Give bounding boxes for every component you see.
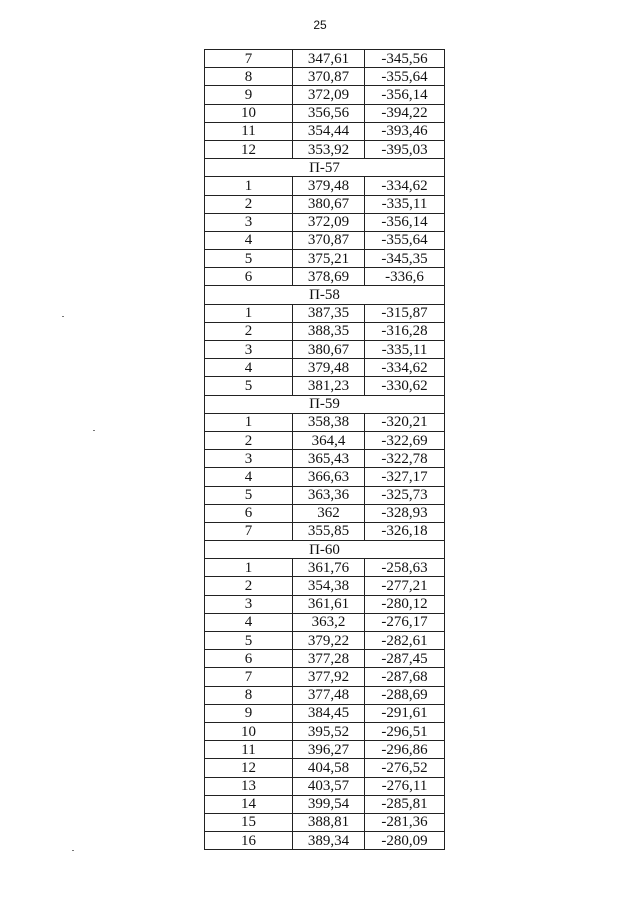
coordinates-table — [204, 49, 445, 850]
table-row — [205, 486, 445, 504]
table-row — [205, 413, 445, 431]
x-value-cell: 375,21 — [293, 250, 365, 268]
coordinates-table-body — [205, 50, 445, 850]
point-number-cell: 9 — [205, 86, 293, 104]
table-row — [205, 341, 445, 359]
y-value-cell: -345,35 — [365, 250, 445, 268]
group-header-row — [205, 159, 445, 177]
point-number-cell: 5 — [205, 486, 293, 504]
y-value-cell: -322,69 — [365, 431, 445, 449]
point-number-cell: 4 — [205, 359, 293, 377]
group-header-row — [205, 286, 445, 304]
point-number-cell: 3 — [205, 213, 293, 231]
point-number-cell: 11 — [205, 122, 293, 140]
x-value-cell: 366,63 — [293, 468, 365, 486]
x-value-cell: 354,44 — [293, 122, 365, 140]
table-row — [205, 450, 445, 468]
group-header-row — [205, 395, 445, 413]
x-value-cell: 380,67 — [293, 195, 365, 213]
y-value-cell: -330,62 — [365, 377, 445, 395]
scan-speck — [93, 430, 95, 431]
x-value-cell: 372,09 — [293, 213, 365, 231]
y-value-cell: -285,81 — [365, 795, 445, 813]
x-value-cell: 403,57 — [293, 777, 365, 795]
x-value-cell: 353,92 — [293, 140, 365, 158]
table-row — [205, 377, 445, 395]
table-row — [205, 231, 445, 249]
x-value-cell: 377,92 — [293, 668, 365, 686]
y-value-cell: -280,12 — [365, 595, 445, 613]
table-row — [205, 68, 445, 86]
scan-speck — [62, 316, 64, 317]
y-value-cell: -334,62 — [365, 177, 445, 195]
point-number-cell: 9 — [205, 704, 293, 722]
y-value-cell: -336,6 — [365, 268, 445, 286]
point-number-cell: 10 — [205, 722, 293, 740]
x-value-cell: 365,43 — [293, 450, 365, 468]
y-value-cell: -281,36 — [365, 813, 445, 831]
y-value-cell: -287,45 — [365, 650, 445, 668]
point-number-cell: 12 — [205, 140, 293, 158]
table-row — [205, 177, 445, 195]
table-row — [205, 741, 445, 759]
table-row — [205, 832, 445, 850]
x-value-cell: 361,61 — [293, 595, 365, 613]
y-value-cell: -282,61 — [365, 632, 445, 650]
table-row — [205, 777, 445, 795]
y-value-cell: -280,09 — [365, 832, 445, 850]
table-row — [205, 813, 445, 831]
x-value-cell: 370,87 — [293, 68, 365, 86]
y-value-cell: -335,11 — [365, 341, 445, 359]
point-number-cell: 3 — [205, 341, 293, 359]
point-number-cell: 8 — [205, 686, 293, 704]
point-number-cell: 4 — [205, 468, 293, 486]
point-number-cell: 15 — [205, 813, 293, 831]
y-value-cell: -355,64 — [365, 231, 445, 249]
table-row — [205, 668, 445, 686]
x-value-cell: 358,38 — [293, 413, 365, 431]
y-value-cell: -291,61 — [365, 704, 445, 722]
scan-speck — [72, 850, 74, 851]
y-value-cell: -276,11 — [365, 777, 445, 795]
x-value-cell: 354,38 — [293, 577, 365, 595]
table-row — [205, 322, 445, 340]
table-row — [205, 722, 445, 740]
x-value-cell: 395,52 — [293, 722, 365, 740]
point-number-cell: 3 — [205, 595, 293, 613]
point-number-cell: 2 — [205, 577, 293, 595]
table-row — [205, 632, 445, 650]
table-row — [205, 268, 445, 286]
x-value-cell: 355,85 — [293, 522, 365, 540]
x-value-cell: 388,81 — [293, 813, 365, 831]
y-value-cell: -320,21 — [365, 413, 445, 431]
y-value-cell: -355,64 — [365, 68, 445, 86]
y-value-cell: -325,73 — [365, 486, 445, 504]
x-value-cell: 361,76 — [293, 559, 365, 577]
y-value-cell: -327,17 — [365, 468, 445, 486]
table-row — [205, 213, 445, 231]
y-value-cell: -393,46 — [365, 122, 445, 140]
table-row — [205, 686, 445, 704]
point-number-cell: 6 — [205, 268, 293, 286]
x-value-cell: 379,48 — [293, 359, 365, 377]
table-row — [205, 122, 445, 140]
y-value-cell: -394,22 — [365, 104, 445, 122]
x-value-cell: 363,2 — [293, 613, 365, 631]
y-value-cell: -276,17 — [365, 613, 445, 631]
table-row — [205, 250, 445, 268]
y-value-cell: -296,51 — [365, 722, 445, 740]
point-number-cell: 13 — [205, 777, 293, 795]
x-value-cell: 387,35 — [293, 304, 365, 322]
y-value-cell: -335,11 — [365, 195, 445, 213]
x-value-cell: 389,34 — [293, 832, 365, 850]
point-number-cell: 1 — [205, 177, 293, 195]
table-row — [205, 577, 445, 595]
y-value-cell: -356,14 — [365, 213, 445, 231]
table-row — [205, 468, 445, 486]
point-number-cell: 14 — [205, 795, 293, 813]
table-row — [205, 650, 445, 668]
point-number-cell: 2 — [205, 431, 293, 449]
table-row — [205, 759, 445, 777]
y-value-cell: -356,14 — [365, 86, 445, 104]
table-row — [205, 795, 445, 813]
point-number-cell: 16 — [205, 832, 293, 850]
point-number-cell: 1 — [205, 413, 293, 431]
point-number-cell: 4 — [205, 613, 293, 631]
table-row — [205, 195, 445, 213]
x-value-cell: 364,4 — [293, 431, 365, 449]
table-row — [205, 504, 445, 522]
group-header-cell: П-59 — [205, 395, 445, 413]
x-value-cell: 379,22 — [293, 632, 365, 650]
y-value-cell: -277,21 — [365, 577, 445, 595]
table-row — [205, 613, 445, 631]
point-number-cell: 7 — [205, 522, 293, 540]
table-row — [205, 359, 445, 377]
y-value-cell: -288,69 — [365, 686, 445, 704]
point-number-cell: 1 — [205, 304, 293, 322]
y-value-cell: -328,93 — [365, 504, 445, 522]
x-value-cell: 372,09 — [293, 86, 365, 104]
x-value-cell: 356,56 — [293, 104, 365, 122]
point-number-cell: 7 — [205, 668, 293, 686]
x-value-cell: 388,35 — [293, 322, 365, 340]
x-value-cell: 404,58 — [293, 759, 365, 777]
x-value-cell: 379,48 — [293, 177, 365, 195]
point-number-cell: 6 — [205, 650, 293, 668]
point-number-cell: 5 — [205, 632, 293, 650]
point-number-cell: 2 — [205, 322, 293, 340]
x-value-cell: 380,67 — [293, 341, 365, 359]
x-value-cell: 399,54 — [293, 795, 365, 813]
point-number-cell: 5 — [205, 377, 293, 395]
y-value-cell: -334,62 — [365, 359, 445, 377]
table-row — [205, 304, 445, 322]
table-row — [205, 431, 445, 449]
point-number-cell: 5 — [205, 250, 293, 268]
x-value-cell: 396,27 — [293, 741, 365, 759]
y-value-cell: -258,63 — [365, 559, 445, 577]
table-row — [205, 104, 445, 122]
table-row — [205, 50, 445, 68]
point-number-cell: 11 — [205, 741, 293, 759]
table-row — [205, 86, 445, 104]
x-value-cell: 347,61 — [293, 50, 365, 68]
point-number-cell: 10 — [205, 104, 293, 122]
x-value-cell: 384,45 — [293, 704, 365, 722]
table-row — [205, 140, 445, 158]
x-value-cell: 362 — [293, 504, 365, 522]
x-value-cell: 381,23 — [293, 377, 365, 395]
group-header-cell: П-58 — [205, 286, 445, 304]
y-value-cell: -345,56 — [365, 50, 445, 68]
y-value-cell: -316,28 — [365, 322, 445, 340]
x-value-cell: 363,36 — [293, 486, 365, 504]
point-number-cell: 2 — [205, 195, 293, 213]
x-value-cell: 378,69 — [293, 268, 365, 286]
y-value-cell: -315,87 — [365, 304, 445, 322]
table-row — [205, 522, 445, 540]
point-number-cell: 12 — [205, 759, 293, 777]
y-value-cell: -296,86 — [365, 741, 445, 759]
group-header-cell: П-60 — [205, 541, 445, 559]
y-value-cell: -322,78 — [365, 450, 445, 468]
x-value-cell: 370,87 — [293, 231, 365, 249]
table-row — [205, 704, 445, 722]
x-value-cell: 377,28 — [293, 650, 365, 668]
y-value-cell: -395,03 — [365, 140, 445, 158]
y-value-cell: -287,68 — [365, 668, 445, 686]
y-value-cell: -276,52 — [365, 759, 445, 777]
point-number-cell: 4 — [205, 231, 293, 249]
point-number-cell: 8 — [205, 68, 293, 86]
x-value-cell: 377,48 — [293, 686, 365, 704]
group-header-row — [205, 541, 445, 559]
y-value-cell: -326,18 — [365, 522, 445, 540]
point-number-cell: 3 — [205, 450, 293, 468]
table-row — [205, 559, 445, 577]
point-number-cell: 7 — [205, 50, 293, 68]
point-number-cell: 1 — [205, 559, 293, 577]
page-number: 25 — [313, 18, 327, 32]
group-header-cell: П-57 — [205, 159, 445, 177]
point-number-cell: 6 — [205, 504, 293, 522]
table-row — [205, 595, 445, 613]
